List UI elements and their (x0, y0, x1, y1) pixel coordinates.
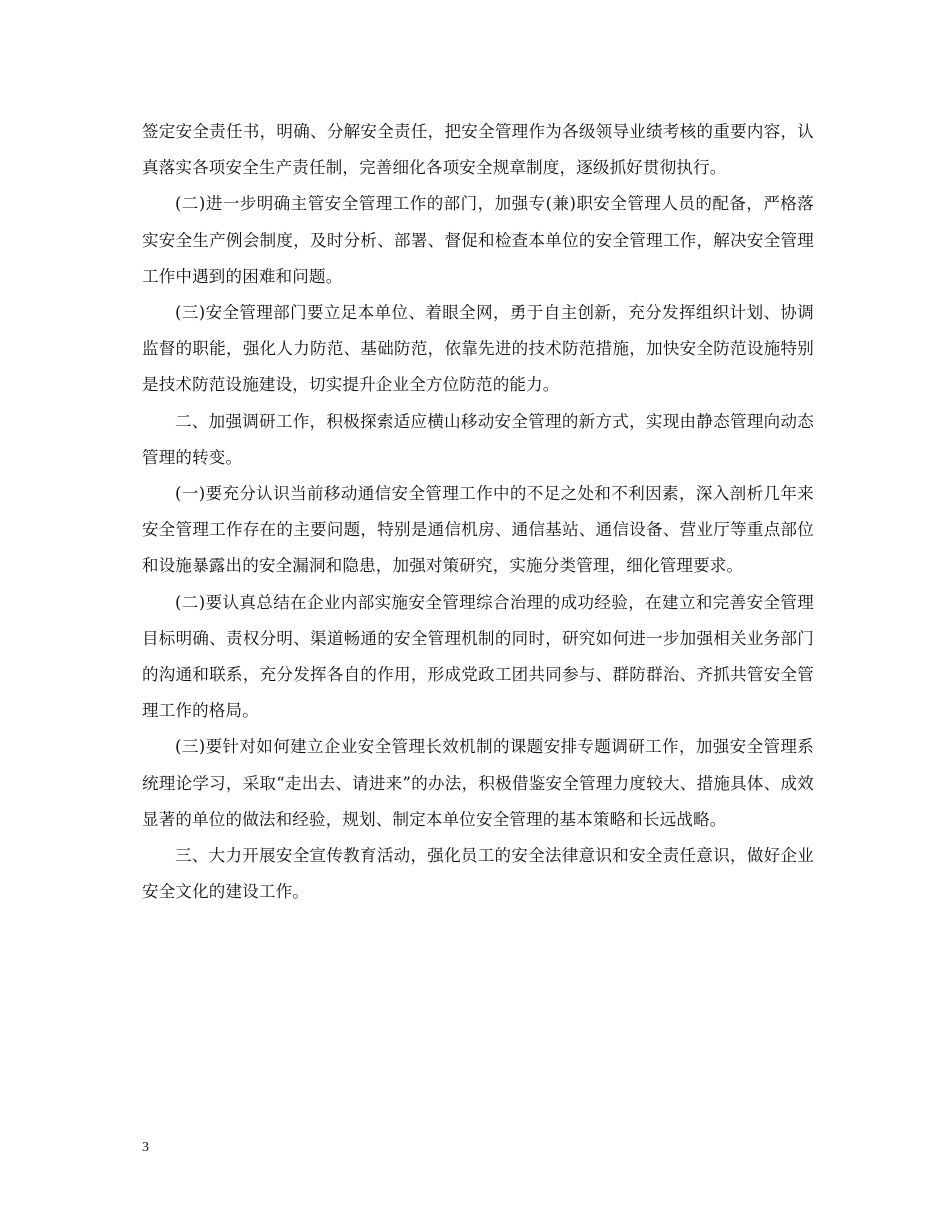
paragraph-item-s2-3: (三)要针对如何建立企业安全管理长效机制的课题安排专题调研工作，加强安全管理系统理论学习，采取“走出去、请进来”的办法，积极借鉴安全管理力度较大、措施具体、成效显著的单位的做法和经验，规划、制定本单位安全管理的基本策略和长远战略。 (142, 737, 814, 829)
paragraph-section-3-heading: 三、大力开展安全宣传教育活动，强化员工的安全法律意识和安全责任意识，做好企业安全文化的建设工作。 (142, 846, 814, 902)
paragraph-section-2-heading: 二、加强调研工作，积极探索适应横山移动安全管理的新方式，实现由静态管理向动态管理的转变。 (142, 411, 814, 467)
paragraph-item-s2-1: (一)要充分认识当前移动通信安全管理工作中的不足之处和不利因素，深入剖析几年来安全管理工作存在的主要问题，特别是通信机房、通信基站、通信设备、营业厅等重点部位和设施暴露出的安全漏洞和隐患，加强对策研究，实施分类管理，细化管理要求。 (142, 484, 814, 576)
paragraph-continuation: 签定安全责任书，明确、分解安全责任，把安全管理作为各级领导业绩考核的重要内容，认真落实各项安全生产责任制，完善细化各项安全规章制度，逐级抓好贯彻执行。 (142, 122, 814, 178)
paragraph-item-s2-2: (二)要认真总结在企业内部实施安全管理综合治理的成功经验，在建立和完善安全管理目标明确、责权分明、渠道畅通的安全管理机制的同时，研究如何进一步加强相关业务部门的沟通和联系，充分发挥各自的作用，形成党政工团共同参与、群防群治、齐抓共管安全管理工作的格局。 (142, 592, 814, 721)
page-number: 3 (142, 1140, 149, 1155)
paragraph-item-2-3: (三)安全管理部门要立足本单位、着眼全网，勇于自主创新，充分发挥组织计划、协调监督的职能，强化人力防范、基础防范，依靠先进的技术防范措施，加快安全防范设施特别是技术防范设施建设，切实提升企业全方位防范的能力。 (142, 303, 814, 395)
document-body (142, 114, 814, 910)
paragraph-item-2-2: (二)进一步明确主管安全管理工作的部门，加强专(兼)职安全管理人员的配备，严格落实安全生产例会制度，及时分析、部署、督促和检查本单位的安全管理工作，解决安全管理工作中遇到的困难和问题。 (142, 194, 814, 286)
